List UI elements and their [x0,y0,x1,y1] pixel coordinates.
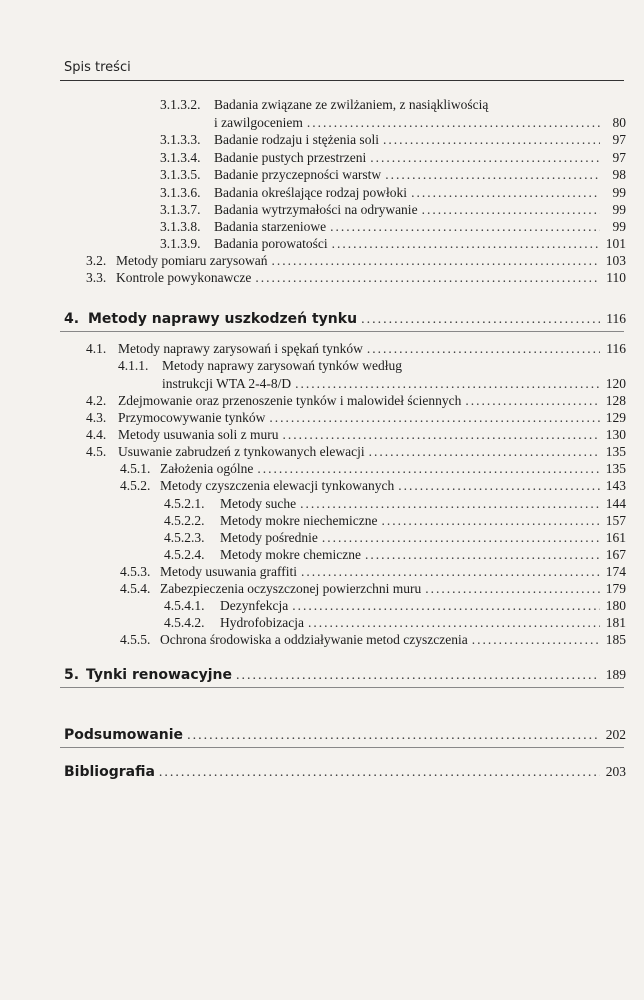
dot-leader [330,219,600,235]
toc-chapter-page: 203 [605,764,626,779]
dot-leader [255,270,600,286]
toc-entry-title: Kontrole powykonawcze [116,270,252,285]
toc-entry-3-1-3-7 [160,202,626,218]
toc-entry-number: 3.1.3.4. [160,150,201,165]
toc-chapter-5 [64,667,626,684]
toc-chapter-title: Tynki renowacyjne [86,667,233,683]
toc-entry-page: 157 [605,513,626,528]
toc-summary [64,727,626,744]
toc-entry-3-1-3-5 [160,167,626,183]
toc-entry-title: Badania określające rodzaj powłoki [214,185,408,200]
dot-leader [269,410,600,426]
toc-entry-title: Dezynfekcja [220,598,289,613]
toc-entry-4-3 [86,410,626,426]
toc-entry-4-5-2-2 [164,513,626,529]
dot-leader [383,132,600,148]
toc-entry-title: Zdejmowanie oraz przenoszenie tynków i malowideł ściennych [118,393,462,408]
toc-entry-title: Badanie przyczepności warstw [214,167,382,182]
toc-entry-number: 4.5.4.2. [164,615,205,630]
toc-entry-number: 3.1.3.9. [160,236,201,251]
toc-entry-title: Hydrofobizacja [220,615,304,630]
toc-entry-title: Przymocowywanie tynków [118,410,266,425]
toc-entry-title: Badania wytrzymałości na odrywanie [214,202,418,217]
dot-leader [292,598,600,614]
toc-entry-number: 4.1. [86,341,107,356]
toc-entry-title: Metody czyszczenia elewacji tynkowanych [160,478,395,493]
dot-leader [365,547,600,563]
toc-entry-number: 4.5.4. [120,581,151,596]
dot-leader [282,427,600,443]
toc-entry-number: 4.4. [86,427,107,442]
toc-entry-number: 4.5.2. [120,478,151,493]
toc-chapter-title: Podsumowanie [64,727,184,743]
toc-entry-4-1-1 [118,358,588,374]
toc-entry-3-1-3-3 [160,132,626,148]
toc-entry-page: 144 [605,496,626,511]
toc-entry-number: 3.1.3.6. [160,185,201,200]
dot-leader [422,202,600,218]
toc-entry-number: 3.1.3.8. [160,219,201,234]
toc-entry-page: 167 [605,547,626,562]
toc-entry-number: 3.2. [86,253,107,268]
toc-entry-3-1-3-6 [160,185,626,201]
toc-entry-3-2 [86,253,626,269]
toc-entry-title: Badania związane ze zwilżaniem, z nasiąkliwością [214,97,489,112]
toc-entry-4-5-2-1 [164,496,626,512]
toc-entry-number: 3.1.3.3. [160,132,201,147]
toc-entry-page: 174 [605,564,626,579]
toc-entry-page: 98 [612,167,626,182]
toc-entry-page: 128 [605,393,626,408]
dot-leader [398,478,600,494]
dot-leader [295,376,600,392]
toc-entry-3-1-3-4 [160,150,626,166]
dot-leader [322,530,600,546]
toc-entry-title: Zabezpieczenia oczyszczonej powierzchni muru [160,581,422,596]
toc-entry-number: 3.1.3.7. [160,202,201,217]
dot-leader [159,765,600,781]
toc-entry-page: 99 [612,185,626,200]
toc-entry-number: 4.5.2.2. [164,513,205,528]
toc-entry-page: 181 [605,615,626,630]
toc-entry-number: 4.5.2.1. [164,496,205,511]
toc-entry-page: 97 [612,132,626,147]
header-rule [60,80,624,81]
toc-entry-number: 4.5.2.3. [164,530,205,545]
toc-entry-number: 4.2. [86,393,107,408]
toc-chapter-number: 4. [64,311,80,327]
chapter-divider [60,687,624,688]
running-head-title: Spis treści [64,60,131,75]
toc-entry-title: i zawilgoceniem [214,115,303,130]
chapter-divider [60,747,624,748]
toc-chapter-4 [64,311,626,328]
dot-leader [385,167,600,183]
toc-chapter-title: Metody naprawy uszkodzeń tynku [88,311,358,327]
toc-entry-title: Metody suche [220,496,297,511]
toc-entry-title: Metody pomiaru zarysowań [116,253,268,268]
toc-entry-number: 3.1.3.2. [160,97,201,112]
toc-entry-title: Metody naprawy zarysowań i spękań tynków [118,341,363,356]
toc-entry-title: Metody pośrednie [220,530,318,545]
dot-leader [187,728,600,744]
toc-entry-page: 179 [605,581,626,596]
dot-leader [236,668,600,684]
dot-leader [369,444,600,460]
toc-entry-title: Metody mokre niechemiczne [220,513,378,528]
dot-leader [381,513,600,529]
toc-entry-3-1-3-9 [160,236,626,252]
toc-entry-page: 116 [606,341,626,356]
toc-entry-4-5-1 [120,461,626,477]
toc-entry-title: Metody mokre chemiczne [220,547,361,562]
toc-entry-number: 3.1.3.5. [160,167,201,182]
toc-entry-4-5 [86,444,626,460]
toc-chapter-number: 5. [64,667,80,683]
toc-entry-page: 97 [612,150,626,165]
toc-entry-page: 110 [606,270,626,285]
toc-entry-page: 180 [605,598,626,613]
toc-entry-number: 4.3. [86,410,107,425]
toc-entry-page: 161 [605,530,626,545]
dot-leader [465,393,600,409]
toc-chapter-title: Bibliografia [64,764,155,780]
toc-entry-number: 4.5.4.1. [164,598,205,613]
toc-entry-title: Metody usuwania soli z muru [118,427,279,442]
toc-entry-title: Usuwanie zabrudzeń z tynkowanych elewacji [118,444,365,459]
toc-entry-number: 3.3. [86,270,107,285]
toc-entry-4-5-4 [120,581,626,597]
toc-chapter-page: 202 [605,727,626,742]
toc-entry-title: Badanie rodzaju i stężenia soli [214,132,379,147]
toc-entry-page: 143 [605,478,626,493]
toc-entry-number: 4.5. [86,444,107,459]
toc-entry-number: 4.5.3. [120,564,151,579]
dot-leader [472,632,600,648]
toc-entry-3-3 [86,270,626,286]
toc-entry-3-1-3-2-cont [214,115,626,131]
dot-leader [257,461,600,477]
toc-entry-title: Założenia ogólne [160,461,254,476]
dot-leader [370,150,600,166]
toc-entry-title: Badania porowatości [214,236,328,251]
toc-entry-page: 101 [605,236,626,251]
toc-entry-4-4 [86,427,626,443]
toc-entry-number: 4.5.1. [120,461,151,476]
toc-entry-title: Badanie pustych przestrzeni [214,150,367,165]
dot-leader [271,253,600,269]
toc-entry-4-5-4-2 [164,615,626,631]
toc-entry-4-5-3 [120,564,626,580]
toc-entry-4-5-2-4 [164,547,626,563]
toc-entry-4-5-5 [120,632,626,648]
toc-entry-4-5-2-3 [164,530,626,546]
toc-entry-page: 130 [605,427,626,442]
toc-entry-title: instrukcji WTA 2-4-8/D [162,376,292,391]
toc-entry-page: 99 [612,219,626,234]
toc-entry-4-1 [86,341,626,357]
toc-entry-4-2 [86,393,626,409]
dot-leader [361,312,600,328]
dot-leader [300,496,600,512]
toc-entry-3-1-3-8 [160,219,626,235]
toc-entry-number: 4.5.5. [120,632,151,647]
dot-leader [301,564,600,580]
toc-entry-page: 129 [605,410,626,425]
dot-leader [332,236,600,252]
toc-entry-title: Metody usuwania graffiti [160,564,297,579]
toc-entry-page: 99 [612,202,626,217]
toc-entry-title: Ochrona środowiska a oddziaływanie metod czyszczenia [160,632,468,647]
toc-entry-page: 80 [612,115,626,130]
toc-entry-number: 4.5.2.4. [164,547,205,562]
toc-chapter-page: 189 [605,667,626,682]
toc-entry-title: Badania starzeniowe [214,219,327,234]
toc-entry-title: Metody naprawy zarysowań tynków według [162,358,402,373]
toc-entry-page: 185 [605,632,626,647]
toc-bibliography [64,764,626,781]
toc-entry-page: 103 [605,253,626,268]
toc-entry-4-5-2 [120,478,626,494]
dot-leader [308,615,600,631]
toc-entry-page: 120 [605,376,626,391]
toc-entry-4-1-1-cont [162,376,626,392]
chapter-divider [60,331,624,332]
toc-entry-3-1-3-2 [160,97,600,113]
toc-entry-page: 135 [605,461,626,476]
dot-leader [367,341,600,357]
dot-leader [425,581,600,597]
dot-leader [411,185,600,201]
toc-entry-page: 135 [605,444,626,459]
dot-leader [307,115,600,131]
toc-chapter-page: 116 [606,311,626,326]
toc-entry-number: 4.1.1. [118,358,149,373]
toc-entry-4-5-4-1 [164,598,626,614]
